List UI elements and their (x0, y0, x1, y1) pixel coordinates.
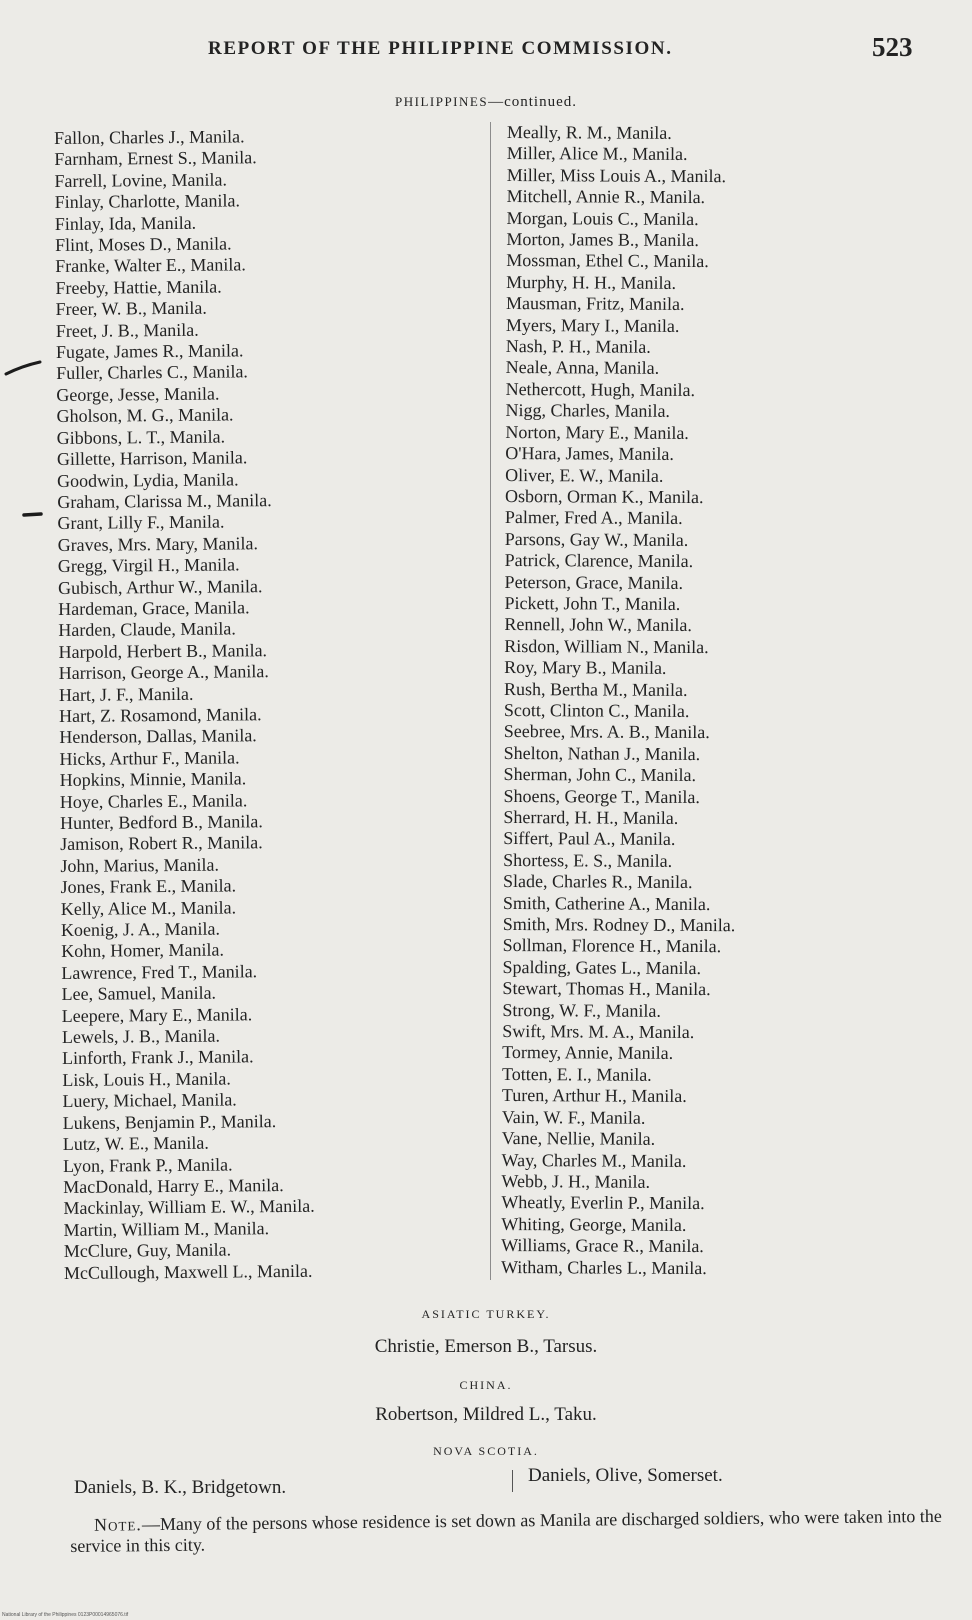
name-entry: Peterson, Grace, Manila. (504, 571, 684, 593)
name-entry: Vain, W. F., Manila. (501, 1106, 646, 1128)
name-entry: Graves, Mrs. Mary, Manila. (57, 532, 259, 555)
name-entry: Turen, Arthur H., Manila. (501, 1085, 687, 1107)
name-entry: Miller, Alice M., Manila. (506, 143, 688, 165)
name-entry: Hunter, Bedford B., Manila. (59, 811, 263, 833)
name-entry: Seebree, Mrs. A. B., Manila. (503, 721, 710, 743)
name-entry: Norton, Mary E., Manila. (505, 421, 689, 443)
name-entry: Gibbons, L. T., Manila. (56, 426, 226, 448)
name-entry: Nethercott, Hugh, Manila. (505, 378, 696, 400)
name-entry: Koenig, J. A., Manila. (60, 918, 221, 941)
name-entry: Mossman, Ethel C., Manila. (506, 250, 709, 272)
name-entry: Totten, E. I., Manila. (501, 1063, 652, 1085)
china-heading: CHINA. (459, 1378, 513, 1392)
name-entry: Nigg, Charles, Manila. (505, 400, 671, 422)
name-entry: Leepere, Mary E., Manila. (61, 1003, 253, 1026)
name-entry: Lutz, W. E., Manila. (62, 1132, 209, 1155)
name-entry: Lewels, J. B., Manila. (61, 1025, 220, 1048)
name-entry: Jamison, Robert R., Manila. (60, 832, 263, 855)
name-entry: Wheatly, Everlin P., Manila. (501, 1192, 705, 1214)
name-entry: Spalding, Gates L., Manila. (502, 956, 702, 978)
name-entry: Morton, James B., Manila. (506, 229, 699, 251)
name-entry: Smith, Catherine A., Manila. (502, 892, 711, 914)
name-entry: Kohn, Homer, Manila. (61, 939, 225, 962)
name-entry: Tormey, Annie, Manila. (502, 1042, 674, 1064)
name-entry: Rush, Bertha M., Manila. (503, 678, 688, 700)
name-entry: Rennell, John W., Manila. (504, 614, 692, 636)
name-entry: Freer, W. B., Manila. (55, 297, 207, 320)
name-entry: Oliver, E. W., Manila. (505, 464, 664, 486)
name-entry: Smith, Mrs. Rodney D., Manila. (502, 914, 736, 936)
name-entry: Kelly, Alice M., Manila. (60, 897, 237, 919)
name-entry: Hopkins, Minnie, Manila. (59, 768, 247, 791)
name-entry: Henderson, Dallas, Manila. (59, 725, 257, 748)
section-suffix: —continued. (488, 94, 577, 110)
name-entry: O'Hara, James, Manila. (505, 443, 675, 464)
left-name-column (54, 126, 315, 1284)
name-entry: Risdon, William N., Manila. (504, 635, 709, 657)
page-number: 523 (872, 32, 913, 62)
china-entry: Robertson, Mildred L., Taku. (375, 1404, 597, 1425)
name-entry: Webb, J. H., Manila. (501, 1170, 651, 1192)
name-entry: Strong, W. F., Manila. (502, 999, 661, 1021)
name-entry: Harden, Claude, Manila. (58, 618, 236, 641)
name-entry: Lyon, Frank P., Manila. (62, 1153, 233, 1176)
asiatic-turkey-heading: ASIATIC TURKEY. (421, 1307, 551, 1321)
name-entry: Harpold, Herbert B., Manila. (58, 639, 268, 662)
name-entry: Martin, William M., Manila. (63, 1217, 270, 1240)
name-entry: Witham, Charles L., Manila. (500, 1256, 707, 1278)
name-entry: Finlay, Ida, Manila. (54, 212, 197, 234)
name-entry: Lawrence, Fred T., Manila. (61, 961, 258, 983)
name-entry: Parsons, Gay W., Manila. (504, 528, 689, 550)
scan-footer: National Library of the Philippines 0123P00014965076.tif (2, 1612, 129, 1618)
name-entry: Finlay, Charlotte, Manila. (54, 190, 241, 213)
name-entry: Sherrard, H. H., Manila. (503, 806, 679, 828)
name-entry: Stewart, Thomas H., Manila. (502, 978, 711, 1000)
name-entry: Shoens, George T., Manila. (503, 785, 701, 807)
name-entry: Hardeman, Grace, Manila. (58, 597, 250, 619)
name-entry: Gholson, M. G., Manila. (56, 404, 234, 427)
name-entry: Neale, Anna, Manila. (505, 357, 660, 379)
name-entry: Graham, Clarissa M., Manila. (57, 490, 272, 512)
name-entry: Siffert, Paul A., Manila. (503, 828, 676, 850)
name-entry: MacDonald, Harry E., Manila. (63, 1174, 284, 1197)
name-entry: Meally, R. M., Manila. (506, 122, 672, 143)
name-entry: Mackinlay, William E. W., Manila. (63, 1196, 315, 1219)
name-entry: Hoye, Charles E., Manila. (59, 789, 248, 812)
nova-scotia-entry-left: Daniels, B. K., Bridgetown. (74, 1477, 287, 1498)
name-entry: Way, Charles M., Manila. (501, 1149, 687, 1171)
name-entry: Franke, Walter E., Manila. (55, 254, 246, 277)
name-entry: Grant, Lilly F., Manila. (57, 511, 225, 534)
name-entry: Farnham, Ernest S., Manila. (54, 147, 257, 170)
note-text: —Many of the persons whose residence is set down as Manila are discharged soldiers, who were taken into the service in this city. (70, 1505, 942, 1556)
name-entry: Patrick, Clarence, Manila. (504, 550, 694, 572)
name-entry: George, Jesse, Manila. (56, 383, 220, 405)
name-entry: Pickett, John T., Manila. (504, 592, 681, 614)
section-heading (0, 94, 972, 111)
name-entry: Murphy, H. H., Manila. (506, 271, 677, 293)
nova-scotia-entry-right: Daniels, Olive, Somerset. (528, 1465, 723, 1486)
name-entry: Gregg, Virgil H., Manila. (57, 554, 240, 577)
name-entry: Palmer, Fred A., Manila. (504, 507, 683, 529)
name-entry: Swift, Mrs. M. A., Manila. (502, 1021, 695, 1043)
name-entry: Goodwin, Lydia, Manila. (56, 468, 239, 491)
name-entry: John, Marius, Manila. (60, 854, 220, 876)
pencil-arrow-mark (4, 358, 44, 380)
name-entry: Slade, Charles R., Manila. (502, 871, 693, 893)
running-head: REPORT OF THE PHILIPPINE COMMISSION. (208, 38, 673, 59)
name-entry: Hart, Z. Rosamond, Manila. (59, 704, 262, 726)
name-entry: Mausman, Fritz, Manila. (505, 293, 685, 315)
pencil-dash-mark (22, 510, 44, 520)
name-entry: Miller, Miss Louis A., Manila. (506, 164, 727, 186)
name-entry: Myers, Mary I., Manila. (505, 314, 680, 336)
name-entry: Vane, Nellie, Manila. (501, 1128, 656, 1149)
name-entry: Morgan, Louis C., Manila. (506, 207, 699, 229)
name-entry: Mitchell, Annie R., Manila. (506, 186, 706, 208)
name-entry: Roy, Mary B., Manila. (504, 657, 667, 678)
name-entry: Freeby, Hattie, Manila. (55, 276, 222, 298)
name-entry: Lisk, Louis H., Manila. (62, 1068, 231, 1090)
name-entry: Sherman, John C., Manila. (503, 764, 697, 786)
name-entry: McClure, Guy, Manila. (63, 1239, 232, 1262)
name-entry: Scott, Clinton C., Manila. (503, 699, 690, 721)
name-entry: Shortess, E. S., Manila. (503, 849, 673, 871)
name-entry: Hart, J. F., Manila. (58, 683, 194, 705)
name-entry: Fugate, James R., Manila. (55, 340, 244, 363)
name-entry: Shelton, Nathan J., Manila. (503, 742, 701, 764)
name-entry: Fuller, Charles C., Manila. (56, 361, 248, 384)
name-entry: Luery, Michael, Manila. (62, 1089, 237, 1112)
name-entry: Lee, Samuel, Manila. (61, 982, 217, 1005)
column-divider (490, 122, 491, 1280)
name-entry: Whiting, George, Manila. (501, 1213, 687, 1235)
name-entry: Sollman, Florence H., Manila. (502, 935, 722, 957)
name-entry: Fallon, Charles J., Manila. (54, 126, 245, 148)
name-entry: Lukens, Benjamin P., Manila. (62, 1110, 277, 1133)
name-entry: Freet, J. B., Manila. (55, 319, 199, 341)
name-entry: Williams, Grace R., Manila. (501, 1235, 704, 1257)
name-entry: Linforth, Frank J., Manila. (62, 1046, 254, 1069)
name-entry: Gillette, Harrison, Manila. (56, 447, 248, 470)
nova-scotia-heading: NOVA SCOTIA. (433, 1444, 539, 1458)
nova-scotia-divider (512, 1470, 513, 1492)
footnote (70, 1506, 950, 1557)
name-entry: Farrell, Lovine, Manila. (54, 169, 227, 191)
note-label: Note. (93, 1514, 142, 1535)
asiatic-turkey-entry: Christie, Emerson B., Tarsus. (374, 1336, 598, 1357)
name-entry: Osborn, Orman K., Manila. (504, 485, 704, 507)
name-entry: Jones, Frank E., Manila. (60, 875, 237, 898)
name-entry: Flint, Moses D., Manila. (54, 233, 232, 256)
name-entry: Nash, P. H., Manila. (505, 336, 651, 357)
section-name: PHILIPPINES (395, 94, 489, 109)
right-name-column (501, 122, 740, 1279)
name-entry: Harrison, George A., Manila. (58, 661, 269, 684)
name-entry: Hicks, Arthur F., Manila. (59, 747, 240, 769)
name-entry: McCullough, Maxwell L., Manila. (63, 1260, 313, 1283)
name-entry: Gubisch, Arthur W., Manila. (57, 575, 263, 598)
